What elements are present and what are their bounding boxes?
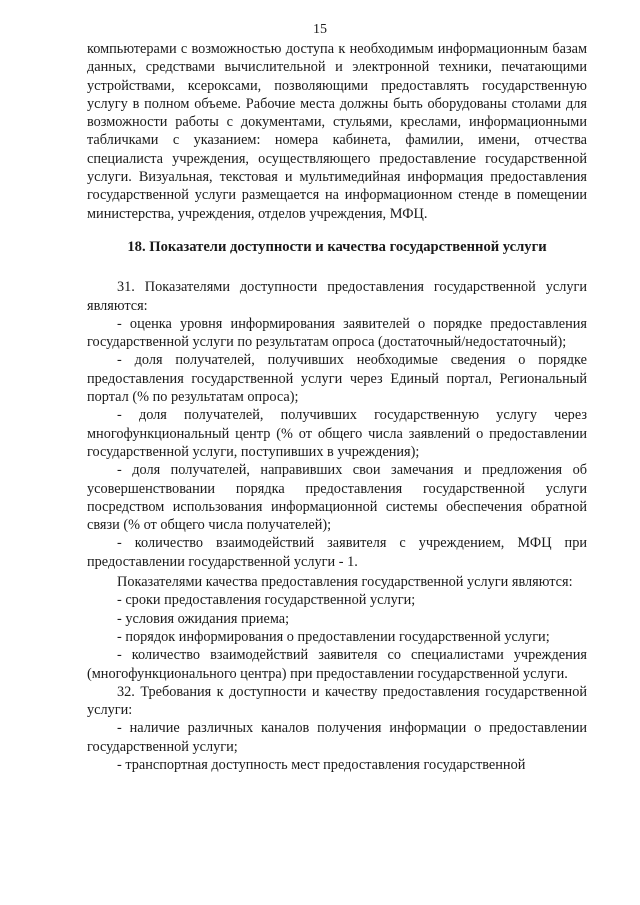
section-heading: 18. Показатели доступности и качества государственной услуги <box>127 238 547 255</box>
requirement-item: - наличие различных каналов получения информации о предоставлении государственной услуги; <box>87 720 587 755</box>
accessibility-item: - количество взаимодействий заявителя с учреждением, МФЦ при предоставлении государственной услуги - 1. <box>87 535 587 570</box>
requirement-item: - транспортная доступность мест предоставления государственной <box>117 756 526 773</box>
quality-item: - условия ожидания приема; <box>117 610 290 627</box>
accessibility-item: - доля получателей, направивших свои замечания и предложения об усовершенствовании порядка предоставления государственной услуги посредством использования информационной системы обеспечения обратной связи (% от общего числа получателей); <box>87 462 587 534</box>
quality-item: - сроки предоставления государственной услуги; <box>117 592 416 609</box>
quality-intro: Показателями качества предоставления государственной услуги являются: <box>117 574 573 591</box>
document-body <box>87 40 587 774</box>
paragraph-32: 32. Требования к доступности и качеству предоставления государственной услуги: <box>87 683 587 719</box>
quality-item: - количество взаимодействий заявителя со специалистами учреждения (многофункционального центра) при предоставлении государственной услуги. <box>87 647 587 682</box>
quality-item: - порядок информирования о предоставлении государственной услуги; <box>117 628 550 645</box>
accessibility-item: - доля получателей, получивших государственную услугу через многофункциональный центр (% от общего числа заявлений о предоставлении государственной услуги, поступивших в учреждения); <box>87 407 587 460</box>
paragraph-31: 31. Показателями доступности предоставления государственной услуги являются: <box>87 279 587 314</box>
accessibility-item: - оценка уровня информирования заявителей о порядке предоставления государственной услуги по результатам опроса (достаточный/недостаточный); <box>87 315 587 351</box>
page-number: 15 <box>313 22 327 37</box>
accessibility-item: - доля получателей, получивших необходимые сведения о порядке предоставления государственной услуги через Единый портал, Региональный портал (% по результатам опроса); <box>87 352 587 406</box>
intro-paragraph: компьютерами с возможностью доступа к необходимым информационным базам данных, средствами вычислительной и электронной техники, печатающими устройствами, ксероксами, позволяющими предоставлять государственную услугу в полном объеме. Рабочие места должны быть оборудованы столами для возможности работы с документами, стульями, креслами, информационными табличками с указанием: номера кабинета, фамилии, имени, отчества специалиста учреждения, осуществляющего предоставление государственной услуги. Визуальная, текстовая и мультимедийная информация предоставления государственной услуги размещается на информационном стенде в помещении министерства, учреждения, отделов учреждения, МФЦ. <box>87 41 587 222</box>
